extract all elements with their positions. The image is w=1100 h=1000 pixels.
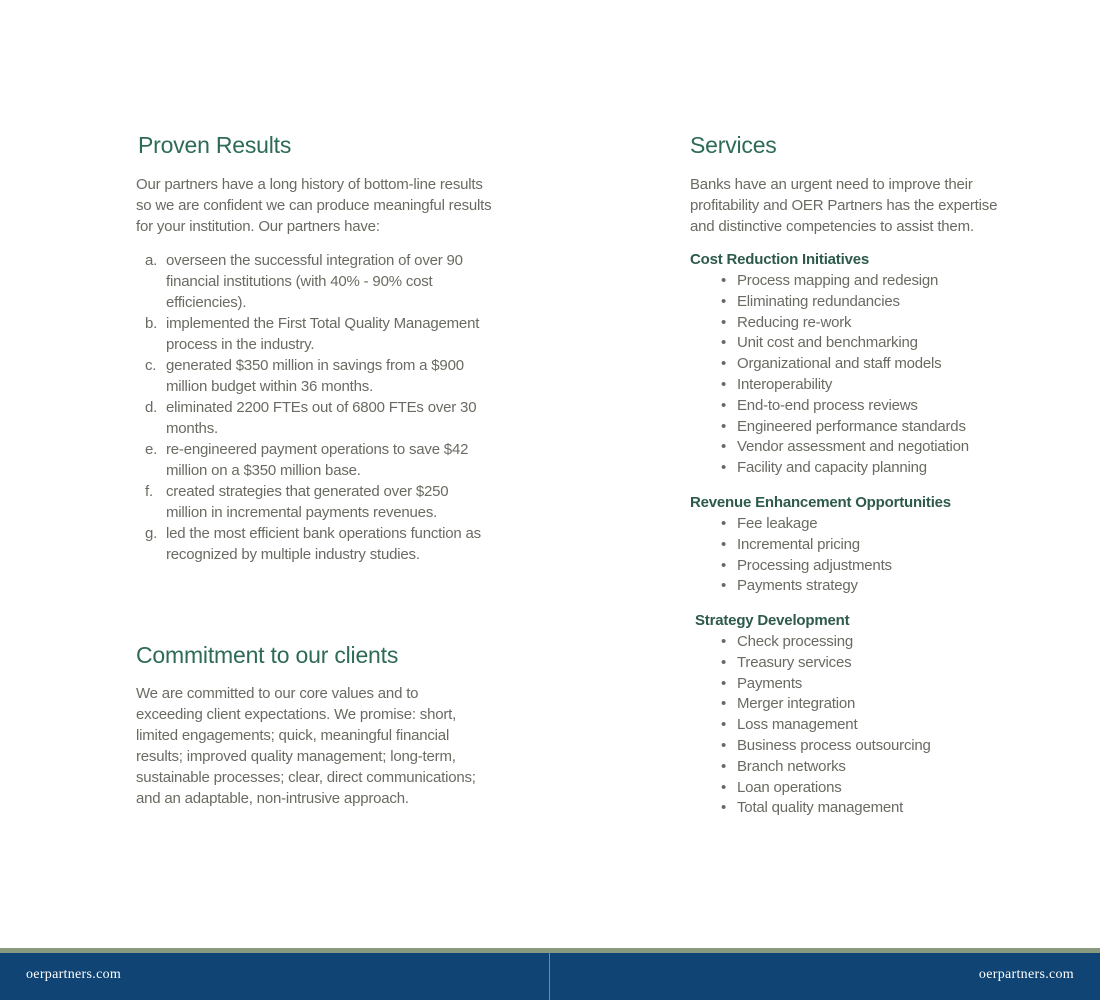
list-item <box>690 556 1050 577</box>
services-intro: Banks have an urgent need to improve their profitability and OER Partners has the expertise and distinctive competencies to assist them. <box>690 176 998 235</box>
bullet-icon: • <box>721 334 727 352</box>
list-item <box>136 397 486 439</box>
list-item-text: Unit cost and benchmarking <box>737 334 918 352</box>
list-item <box>690 674 1050 695</box>
list-item <box>690 514 1050 535</box>
list-item-text: Organizational and staff models <box>737 355 942 373</box>
list-item <box>690 715 1050 736</box>
list-marker: g. <box>145 525 158 542</box>
list-item <box>136 250 486 313</box>
cost-reduction-list <box>690 271 1050 479</box>
list-item <box>690 417 1050 438</box>
list-marker: d. <box>145 399 158 416</box>
list-item-text: re-engineered payment operations to save $42 million on a $350 million base. <box>166 441 469 479</box>
list-marker: e. <box>145 441 158 458</box>
bullet-icon: • <box>721 674 727 692</box>
proven-results-intro: Our partners have a long history of bottom-line results so we are confident we can produce meaningful results for your institution. Our partners have: <box>136 176 492 235</box>
commitment-heading: Commitment to our clients <box>136 642 399 668</box>
list-item <box>690 778 1050 799</box>
list-item <box>690 354 1050 375</box>
list-item <box>690 632 1050 653</box>
list-item <box>690 396 1050 417</box>
list-item <box>690 535 1050 556</box>
list-item <box>690 313 1050 334</box>
list-item <box>690 757 1050 778</box>
cost-reduction-heading: Cost Reduction Initiatives <box>690 251 869 268</box>
list-item-text: Fee leakage <box>737 515 818 532</box>
list-item <box>136 313 486 355</box>
bullet-icon: • <box>721 459 727 477</box>
footer-link-right[interactable]: oerpartners.com <box>978 967 1074 982</box>
list-item <box>136 523 486 565</box>
list-item-text: Payments strategy <box>737 577 858 595</box>
list-item-text: Treasury services <box>737 653 852 671</box>
list-item-text: created strategies that generated over $250 million in incremental payments revenues. <box>166 483 449 521</box>
bullet-icon: • <box>721 778 727 796</box>
list-item-text: Processing adjustments <box>737 556 892 574</box>
list-item-text: generated $350 million in savings from a $900 million budget within 36 months. <box>166 357 464 395</box>
bullet-icon: • <box>721 695 727 713</box>
list-item <box>136 481 486 523</box>
list-item <box>690 375 1050 396</box>
list-item-text: Incremental pricing <box>737 535 860 553</box>
list-item-text: led the most efficient bank operations function as recognized by multiple industry studies. <box>166 525 481 563</box>
list-item <box>690 292 1050 313</box>
list-marker: a. <box>145 252 158 269</box>
list-item-text: Vendor assessment and negotiation <box>737 438 969 456</box>
bullet-icon: • <box>721 716 727 734</box>
list-item <box>690 653 1050 674</box>
list-marker: c. <box>145 357 157 374</box>
list-item-text: Loss management <box>737 716 858 734</box>
bullet-icon: • <box>721 757 727 775</box>
proven-results-heading: Proven Results <box>138 132 292 158</box>
bullet-icon: • <box>721 438 727 456</box>
bullet-icon: • <box>721 577 727 595</box>
revenue-enhancement-list <box>690 514 1050 597</box>
list-item <box>690 271 1050 292</box>
list-item <box>690 458 1050 479</box>
list-item-text: Total quality management <box>737 799 904 817</box>
bullet-icon: • <box>721 313 727 331</box>
bullet-icon: • <box>721 292 727 310</box>
bullet-icon: • <box>721 355 727 373</box>
list-item <box>136 439 486 481</box>
list-item-text: Process mapping and redesign <box>737 272 939 289</box>
bullet-icon: • <box>721 375 727 393</box>
strategy-development-list <box>690 632 1050 819</box>
list-item-text: Merger integration <box>737 695 856 713</box>
results-list <box>136 250 486 565</box>
list-item <box>136 355 486 397</box>
list-marker: f. <box>145 483 153 500</box>
bullet-icon: • <box>721 653 727 671</box>
list-item-text: Branch networks <box>737 757 846 775</box>
footer-divider <box>549 953 550 1000</box>
revenue-enhancement-heading: Revenue Enhancement Opportunities <box>690 494 951 511</box>
bullet-icon: • <box>721 272 727 289</box>
list-item-text: overseen the successful integration of over 90 financial institutions (with 40% - 90% cost efficiencies). <box>166 252 463 311</box>
list-item <box>690 437 1050 458</box>
bullet-icon: • <box>721 633 727 650</box>
list-item-text: Facility and capacity planning <box>737 459 927 477</box>
bullet-icon: • <box>721 736 727 754</box>
strategy-development-heading: Strategy Development <box>695 612 850 629</box>
list-item <box>690 694 1050 715</box>
list-item <box>690 798 1050 819</box>
list-item-text: Reducing re-work <box>737 313 852 331</box>
list-item-text: Payments <box>737 674 803 692</box>
list-item <box>690 333 1050 354</box>
list-item-text: End-to-end process reviews <box>737 396 918 414</box>
list-item-text: Business process outsourcing <box>737 736 931 754</box>
bullet-icon: • <box>721 515 727 532</box>
bullet-icon: • <box>721 556 727 574</box>
list-item-text: implemented the First Total Quality Management process in the industry. <box>166 315 480 353</box>
list-item-text: Check processing <box>737 633 854 650</box>
footer-link-left[interactable]: oerpartners.com <box>26 967 122 982</box>
list-item-text: Engineered performance standards <box>737 417 966 435</box>
commitment-body: We are committed to our core values and to exceeding client expectations. We promise: short, limited engagements; quick, meaningful financial results; improved quality management; long-term, sustainable processes; clear, direct communications; and an adaptable, non-intrusive approach. <box>136 685 476 807</box>
bullet-icon: • <box>721 396 727 414</box>
bullet-icon: • <box>721 417 727 435</box>
list-item-text: Interoperability <box>737 375 833 393</box>
bullet-icon: • <box>721 799 727 817</box>
list-item <box>690 576 1050 597</box>
list-item-text: eliminated 2200 FTEs out of 6800 FTEs over 30 months. <box>166 399 477 437</box>
bullet-icon: • <box>721 535 727 553</box>
services-heading: Services <box>690 132 777 158</box>
list-item-text: Eliminating redundancies <box>737 292 900 310</box>
list-item <box>690 736 1050 757</box>
list-marker: b. <box>145 315 158 332</box>
list-item-text: Loan operations <box>737 778 842 796</box>
footer-bar <box>0 948 1100 1000</box>
